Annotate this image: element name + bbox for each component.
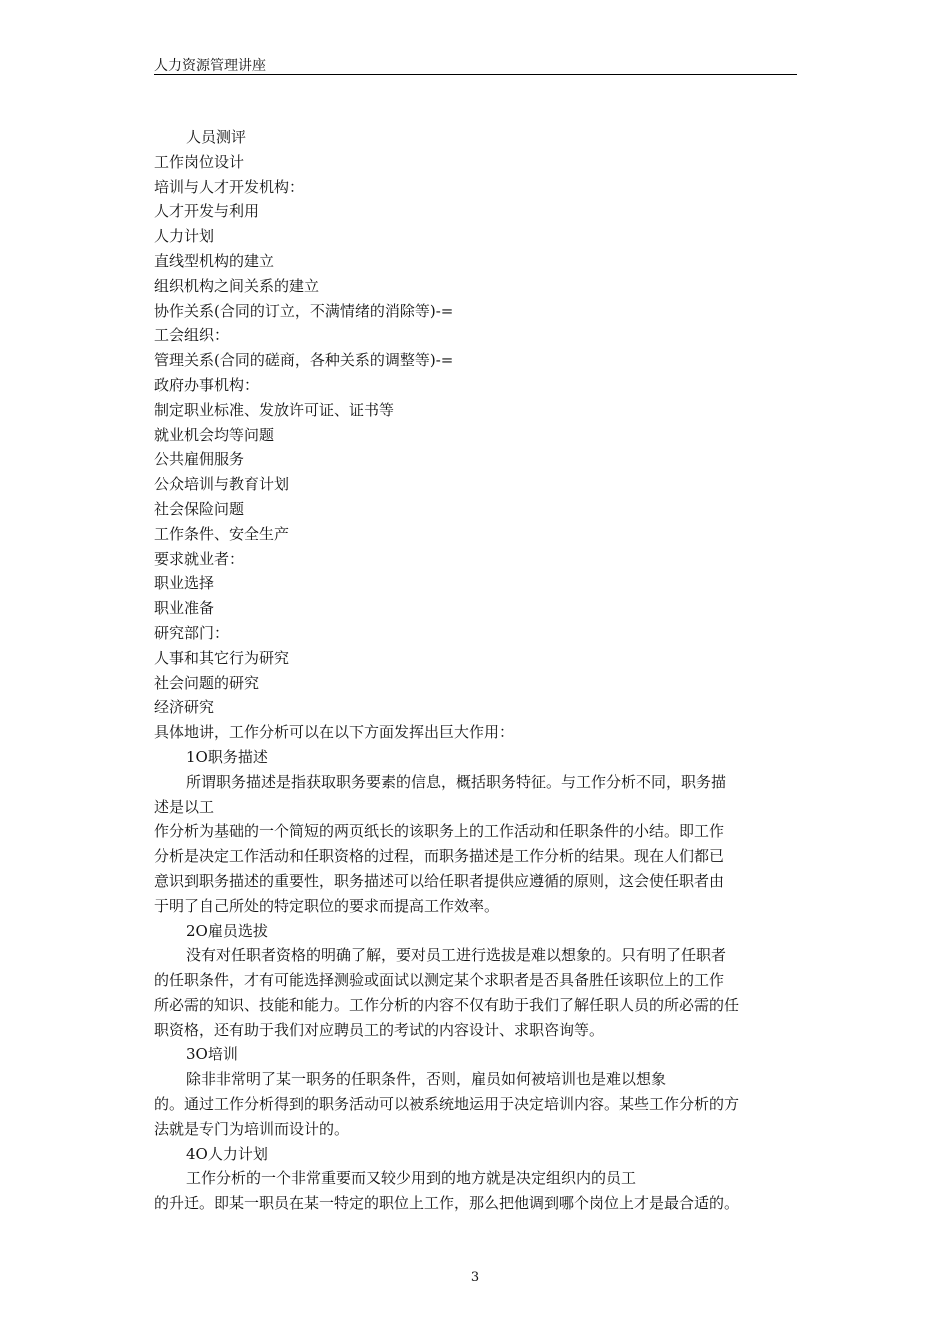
section-heading: 4O人力计划 bbox=[186, 1144, 268, 1163]
list-line: 组织机构之间关系的建立 bbox=[154, 276, 320, 295]
page-header bbox=[154, 55, 797, 75]
list-line: 社会问题的研究 bbox=[154, 673, 260, 692]
list-line: 职业准备 bbox=[154, 599, 215, 618]
paragraph-line: 的。通过工作分析得到的职务活动可以被系统地运用于决定培训内容。某些工作分析的方 bbox=[154, 1095, 740, 1114]
paragraph-line: 的升迁。即某一职员在某一特定的职位上工作，那么把他调到哪个岗位上才是最合适的。 bbox=[154, 1194, 740, 1213]
section-heading: 1O职务描述 bbox=[186, 747, 268, 766]
list-line: 具体地讲，工作分析可以在以下方面发挥出巨大作用： bbox=[154, 723, 515, 742]
list-line: 人事和其它行为研究 bbox=[154, 648, 290, 667]
list-line: 培训与人才开发机构： bbox=[154, 177, 305, 196]
paragraph-line: 除非非常明了某一职务的任职条件，否则，雇员如何被培训也是难以想象 bbox=[186, 1070, 667, 1089]
section-paragraph bbox=[154, 1067, 797, 1141]
section-paragraph bbox=[154, 1166, 797, 1216]
paragraph-line: 法就是专门为培训而设计的。 bbox=[154, 1119, 350, 1138]
paragraph-line: 述是以工 bbox=[154, 797, 215, 816]
paragraph-line: 没有对任职者资格的明确了解，要对员工进行选拔是难以想象的。只有明了任职者 bbox=[186, 946, 727, 965]
list-line: 经济研究 bbox=[154, 698, 215, 717]
list-line: 制定职业标准、发放许可证、证书等 bbox=[154, 400, 395, 419]
list-line: 公共雇佣服务 bbox=[154, 450, 245, 469]
list-line: 直线型机构的建立 bbox=[154, 251, 275, 270]
section-paragraph bbox=[154, 943, 797, 1042]
paragraph-line: 于明了自己所处的特定职位的要求而提高工作效率。 bbox=[154, 896, 500, 915]
section-heading: 2O雇员选拔 bbox=[186, 921, 268, 940]
list-line: 政府办事机构： bbox=[154, 375, 260, 394]
paragraph-line: 工作分析的一个非常重要而又较少用到的地方就是决定组织内的员工 bbox=[186, 1169, 637, 1188]
document-body bbox=[154, 125, 797, 1216]
list-line: 研究部门： bbox=[154, 623, 230, 642]
header-title: 人力资源管理讲座 bbox=[154, 58, 266, 74]
list-line: 工作岗位设计 bbox=[154, 152, 245, 171]
list-line: 人才开发与利用 bbox=[154, 202, 260, 221]
list-line: 协作关系(合同的订立，不满情绪的消除等)-= bbox=[154, 301, 454, 320]
list-line: 人力计划 bbox=[154, 227, 215, 246]
paragraph-line: 职资格，还有助于我们对应聘员工的考试的内容设计、求职咨询等。 bbox=[154, 1020, 605, 1039]
paragraph-line: 所谓职务描述是指获取职务要素的信息，概括职务特征。与工作分析不同，职务描 bbox=[186, 772, 727, 791]
list-line: 就业机会均等问题 bbox=[154, 425, 275, 444]
list-line: 公众培训与教育计划 bbox=[154, 475, 290, 494]
list-line: 职业选择 bbox=[154, 574, 215, 593]
list-line: 工作条件、安全生产 bbox=[154, 524, 290, 543]
list-line: 人员测评 bbox=[186, 128, 247, 146]
list-line: 社会保险问题 bbox=[154, 499, 245, 518]
paragraph-line: 所必需的知识、技能和能力。工作分析的内容不仅有助于我们了解任职人员的所必需的任 bbox=[154, 995, 740, 1014]
list-line: 要求就业者： bbox=[154, 549, 245, 568]
page-number: 3 bbox=[470, 1270, 480, 1285]
paragraph-line: 意识到职务描述的重要性，职务描述可以给任职者提供应遵循的原则，这会使任职者由 bbox=[154, 871, 725, 890]
section-paragraph bbox=[154, 770, 797, 919]
paragraph-line: 分析是决定工作活动和任职资格的过程，而职务描述是工作分析的结果。现在人们都已 bbox=[154, 847, 725, 866]
list-line: 工会组织： bbox=[154, 326, 230, 345]
section-heading: 3O培训 bbox=[186, 1045, 238, 1064]
paragraph-line: 的任职条件，才有可能选择测验或面试以测定某个求职者是否具备胜任该职位上的工作 bbox=[154, 971, 725, 990]
paragraph-line: 作分析为基础的一个简短的两页纸长的该职务上的工作活动和任职条件的小结。即工作 bbox=[154, 822, 725, 841]
list-line: 管理关系(合同的磋商，各种关系的调整等)-= bbox=[154, 351, 454, 370]
